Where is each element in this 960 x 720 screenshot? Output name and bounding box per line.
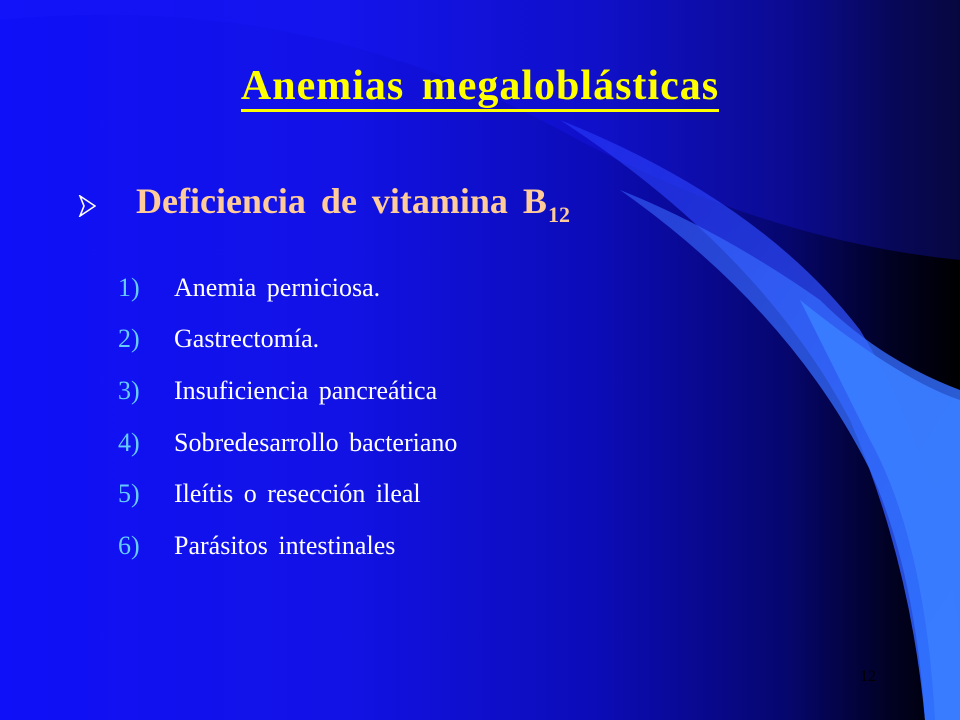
list-item (118, 314, 457, 366)
page-number: 12 (860, 668, 876, 685)
list-item-number: 2) (118, 324, 140, 354)
list-item (118, 520, 457, 572)
list-item (118, 417, 457, 469)
list-item-number: 3) (118, 375, 140, 405)
list-item-number: 5) (118, 479, 140, 509)
list-item (118, 468, 457, 520)
list-item (118, 262, 457, 314)
list-item-number: 6) (118, 530, 140, 560)
list-item-text: Ileítis o resección ileal (174, 479, 421, 509)
heading-main-text: Deficiencia de vitamina B (136, 181, 547, 221)
section-heading (78, 174, 570, 234)
arrowhead-bullet-icon (78, 195, 96, 217)
section-heading-text (136, 180, 570, 228)
slide-title-text: Anemias megaloblásticas (241, 63, 719, 112)
list-item-text: Sobredesarrollo bacteriano (174, 427, 458, 457)
list-item-text: Gastrectomía. (174, 324, 320, 354)
list-item-number: 1) (118, 272, 140, 302)
list-item-text: Parásitos intestinales (174, 530, 396, 560)
cause-list (118, 262, 457, 572)
list-item-text: Insuficiencia pancreática (174, 375, 438, 405)
list-item-number: 4) (118, 427, 140, 457)
slide-title (0, 58, 960, 114)
list-item (118, 365, 457, 417)
list-item-text: Anemia perniciosa. (174, 272, 381, 302)
heading-subscript: 12 (547, 202, 570, 227)
